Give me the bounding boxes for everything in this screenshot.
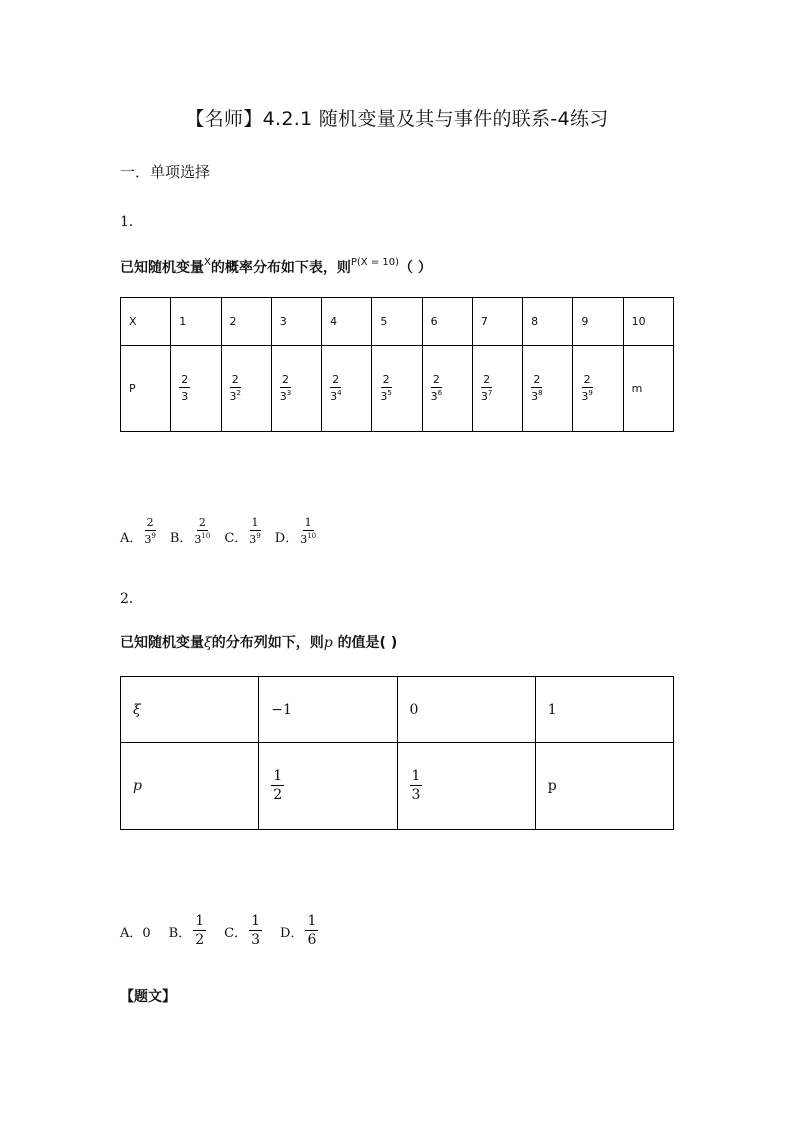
fraction: $\frac{2}{3^8}$ — [531, 372, 543, 403]
table-cell — [221, 346, 271, 432]
table-header-cell: 9 — [573, 298, 623, 346]
fraction: $\frac{2}{3^5}$ — [380, 372, 392, 403]
table-cell — [271, 346, 321, 432]
option-a: A． $\frac{2}{3^9}$ — [120, 516, 156, 547]
table-header-cell: 4 — [322, 298, 372, 346]
page-title: 【名师】4.2.1 随机变量及其与事件的联系-4练习 — [185, 108, 609, 130]
table-header-cell: 1 — [535, 677, 673, 743]
question-1-stem — [120, 257, 432, 277]
table-header-cell: −1 — [259, 677, 397, 743]
table-row — [121, 677, 674, 743]
q1-stem-expression: P(X = 10) — [350, 257, 400, 268]
table-header-cell: 7 — [472, 298, 522, 346]
table-cell — [397, 743, 535, 830]
q1-stem-part-a: 已知随机变量 — [120, 260, 204, 276]
fraction: $\frac{2}{3^3}$ — [279, 372, 292, 403]
table-header-cell: ξ — [121, 677, 259, 743]
fraction: $\frac{2}{3^2}$ — [229, 372, 241, 403]
table-cell: p — [535, 743, 673, 830]
table-cell — [171, 346, 221, 432]
table-header-cell: 5 — [372, 298, 422, 346]
table-cell — [573, 346, 623, 432]
option-c: C． $\frac{1}{3^9}$ — [224, 516, 261, 547]
question-2-options — [120, 914, 336, 949]
table-header-cell: 10 — [623, 298, 673, 346]
q2-stem-p: p — [323, 635, 333, 651]
fraction: $\frac{2}{3^4}$ — [330, 372, 342, 403]
question-1-number: 1． — [120, 214, 143, 230]
table-header-cell: 1 — [171, 298, 221, 346]
question-text-label: 【题文】 — [120, 989, 176, 1005]
fraction: $\frac{2}{3^9}$ — [581, 372, 593, 403]
probability-table-1 — [120, 297, 674, 432]
table-cell — [422, 346, 472, 432]
q2-stem-variable: ξ — [204, 635, 212, 651]
q2-stem-part-b: 的分布列如下，则 — [211, 635, 324, 651]
q1-stem-variable: X — [204, 257, 211, 268]
table-header-cell: 0 — [397, 677, 535, 743]
q2-stem-part-a: 已知随机变量 — [120, 635, 204, 651]
q2-stem-part-c: 的值是( ) — [337, 635, 398, 651]
fraction: $\frac{2}{3}$ — [181, 372, 189, 403]
table-header-cell: 8 — [523, 298, 573, 346]
table-cell — [372, 346, 422, 432]
table-cell — [472, 346, 522, 432]
question-2-stem — [120, 632, 397, 652]
question-2-number: 2． — [120, 591, 143, 607]
fraction: $\frac{1}{3}$ — [411, 767, 421, 803]
section-heading: 一．单项选择 — [120, 163, 211, 181]
table-header-cell: 2 — [221, 298, 271, 346]
fraction: $\frac{1}{2}$ — [273, 767, 283, 803]
table-row-label: p — [121, 743, 259, 830]
table-cell — [322, 346, 372, 432]
table-row — [121, 743, 674, 830]
table-cell: m — [623, 346, 673, 432]
table-cell — [259, 743, 397, 830]
table-header-cell: 6 — [422, 298, 472, 346]
fraction: $\frac{2}{3^6}$ — [430, 372, 443, 403]
table-header-cell: X — [121, 298, 171, 346]
probability-table-2 — [120, 676, 674, 830]
q1-stem-part-c: （ ） — [399, 260, 432, 276]
table-header-cell: 3 — [271, 298, 321, 346]
option-a: A．0 — [120, 925, 151, 941]
table-cell — [523, 346, 573, 432]
table-row — [121, 346, 674, 432]
q1-stem-part-b: 的概率分布如下表，则 — [210, 260, 351, 276]
question-1-options — [120, 517, 330, 546]
table-row — [121, 298, 674, 346]
option-d: D． $\frac{1}{3^{10}}$ — [274, 516, 317, 547]
option-b: B． $\frac{1}{2}$ — [168, 913, 205, 949]
option-d: D． $\frac{1}{6}$ — [280, 913, 317, 949]
fraction: $\frac{2}{3^7}$ — [480, 372, 493, 403]
option-c: C． $\frac{1}{3}$ — [224, 913, 261, 949]
table-row-label: P — [121, 346, 171, 432]
option-b: B． $\frac{2}{3^{10}}$ — [169, 516, 211, 547]
